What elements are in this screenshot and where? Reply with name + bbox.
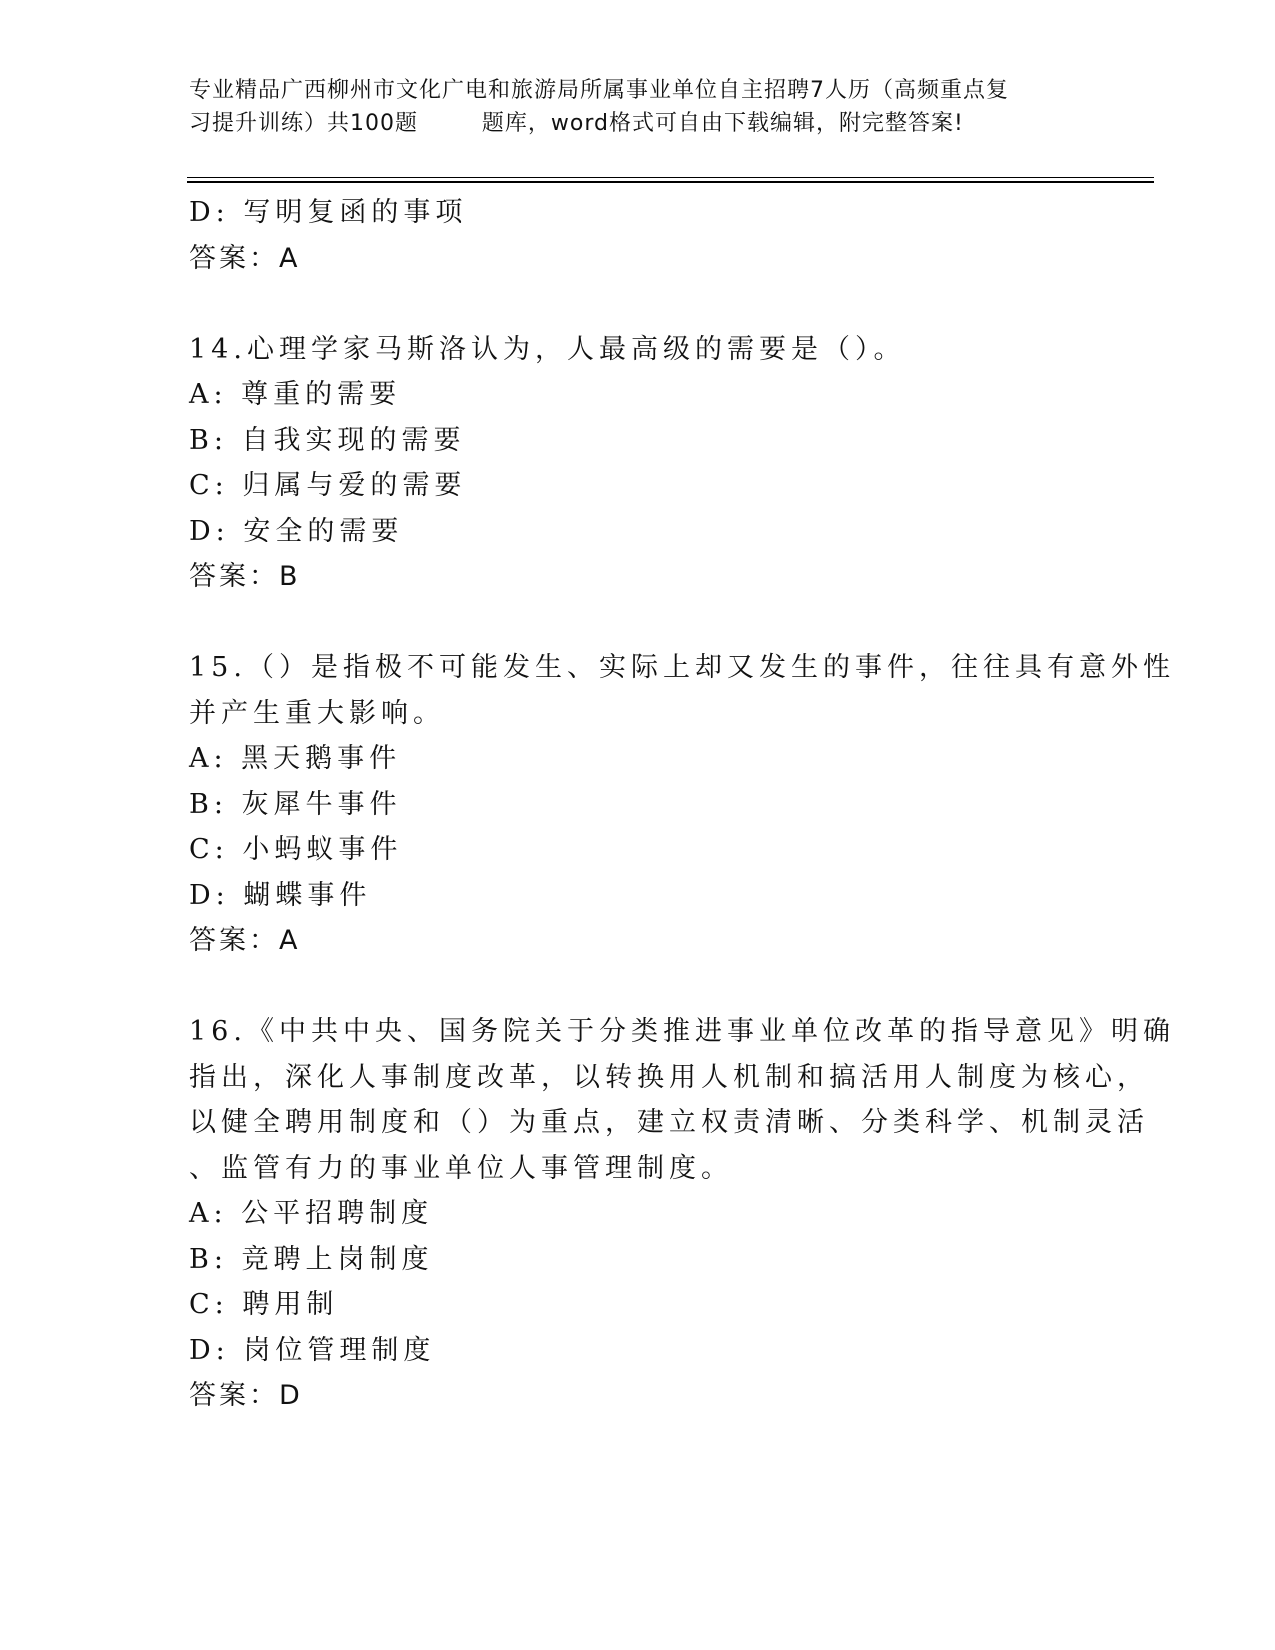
option-a: A: 尊重的需要 — [189, 379, 402, 410]
option-a: A: 黑天鹅事件 — [189, 743, 402, 774]
header-divider-thick — [187, 181, 1154, 183]
answer-label: 答案：D — [189, 1380, 303, 1411]
question-stem: 、监管有力的事业单位人事管理制度。 — [189, 1152, 733, 1184]
option-b: B: 竞聘上岗制度 — [189, 1243, 434, 1275]
question-stem: 指出，深化人事制度改革，以转换用人机制和搞活用人制度为核心， — [189, 1061, 1149, 1093]
header-title-line-2: 习提升训练）共100题 题库，word格式可自由下载编辑，附完整答案! — [189, 111, 964, 136]
question-15 — [189, 645, 1175, 964]
answer-label: 答案：A — [189, 925, 301, 956]
option-c: C: 聘用制 — [189, 1289, 339, 1320]
option-c: C: 归属与爱的需要 — [189, 470, 467, 501]
question-stem: 14.心理学家马斯洛认为，人最高级的需要是（）。 — [189, 333, 906, 365]
question-16 — [189, 1009, 1175, 1419]
option-d: D: 写明复函的事项 — [189, 197, 468, 228]
answer-label: 答案：B — [189, 561, 301, 592]
previous-question-tail — [189, 190, 1089, 281]
page-header — [189, 74, 1089, 140]
answer-label: 答案：A — [189, 242, 301, 274]
option-c: C: 小蚂蚁事件 — [189, 834, 403, 865]
option-d: D: 安全的需要 — [189, 515, 404, 547]
option-d: D: 岗位管理制度 — [189, 1334, 436, 1366]
question-stem: 16.《中共中央、国务院关于分类推进事业单位改革的指导意见》明确 — [189, 1016, 1175, 1047]
header-divider-thin — [187, 177, 1154, 178]
question-stem: 以健全聘用制度和（）为重点，建立权责清晰、分类科学、机制灵活 — [189, 1107, 1149, 1138]
question-stem: 并产生重大影响。 — [189, 697, 445, 729]
option-d: D: 蝴蝶事件 — [189, 879, 372, 911]
option-b: B: 灰犀牛事件 — [189, 788, 402, 820]
question-list — [189, 190, 1175, 1419]
question-stem: 15.（）是指极不可能发生、实际上却又发生的事件，往往具有意外性 — [189, 652, 1175, 683]
question-14 — [189, 327, 1089, 600]
option-b: B: 自我实现的需要 — [189, 424, 466, 456]
header-title-line-1: 专业精品广西柳州市文化广电和旅游局所属事业单位自主招聘7人历（高频重点复 — [189, 78, 1009, 103]
option-a: A: 公平招聘制度 — [189, 1198, 434, 1229]
